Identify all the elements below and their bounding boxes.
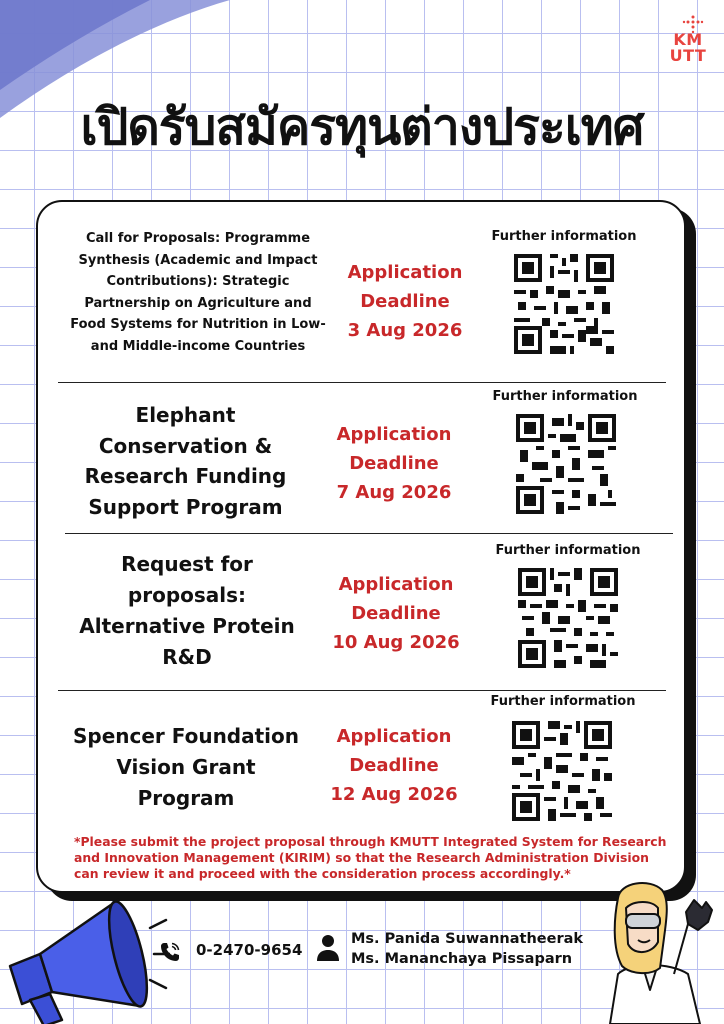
deadline-label: Application — [336, 424, 452, 445]
logo-text-top: KM — [673, 30, 703, 49]
deadline-label: Application — [347, 262, 463, 283]
person-icon — [316, 934, 340, 962]
deadline-label: Application — [338, 574, 454, 595]
further-info-label: Further information — [490, 694, 636, 709]
row-divider — [58, 690, 666, 691]
phone-number: 0-2470-9654 — [196, 941, 303, 959]
grant-deadline — [319, 722, 469, 809]
deadline-label: Deadline — [349, 453, 439, 474]
megaphone-icon — [0, 880, 170, 1024]
submission-note: *Please submit the project proposal through KMUTT Integrated System for Research and Innovation Management (KIRIM) so that the Research Administration Division can review it and proceed with the consideration process accordingly.* — [74, 834, 667, 881]
deadline-date: 7 Aug 2026 — [336, 482, 452, 503]
contact-name: Ms. Panida Suwannatheerak — [351, 931, 584, 947]
row-divider — [65, 533, 673, 534]
contact-name: Ms. Mananchaya Pissaparn — [351, 951, 573, 967]
deadline-label: Application — [336, 726, 452, 747]
scientist-illustration — [590, 878, 724, 1024]
qr-code-icon[interactable] — [514, 254, 614, 354]
deadline-label: Deadline — [349, 755, 439, 776]
row-divider — [58, 382, 666, 383]
deadline-date: 3 Aug 2026 — [347, 320, 463, 341]
grant-title: Spencer Foundation Vision Grant Program — [72, 724, 300, 810]
further-info-label: Further information — [491, 229, 637, 244]
phone-icon — [158, 940, 182, 964]
qr-code-icon[interactable] — [518, 568, 618, 668]
grant-title: Request for proposals: Alternative Protein R&D — [79, 552, 295, 669]
grant-title: Call for Proposals: Programme Synthesis (Academic and Impact Contributions): Strategic Partnership on Agriculture and Food Systems for Nutrition in Low- and Middle-income Countries — [70, 231, 326, 354]
qr-code-icon[interactable] — [512, 721, 612, 821]
further-info-label: Further information — [492, 389, 638, 404]
deadline-date: 10 Aug 2026 — [332, 632, 460, 653]
logo-text-bottom: UTT — [669, 46, 707, 65]
further-info-label: Further information — [495, 543, 641, 558]
deadline-date: 12 Aug 2026 — [330, 784, 458, 805]
grant-deadline — [319, 420, 469, 507]
grant-deadline — [330, 258, 480, 345]
grant-title: Elephant Conservation & Research Funding Support Program — [84, 403, 287, 519]
deadline-label: Deadline — [360, 291, 450, 312]
page-title: เปิดรับสมัครทุนต่างประเทศ — [80, 98, 644, 156]
qr-code-icon[interactable] — [516, 414, 616, 514]
kmutt-logo — [664, 14, 712, 68]
deadline-label: Deadline — [351, 603, 441, 624]
grant-deadline — [321, 570, 471, 657]
